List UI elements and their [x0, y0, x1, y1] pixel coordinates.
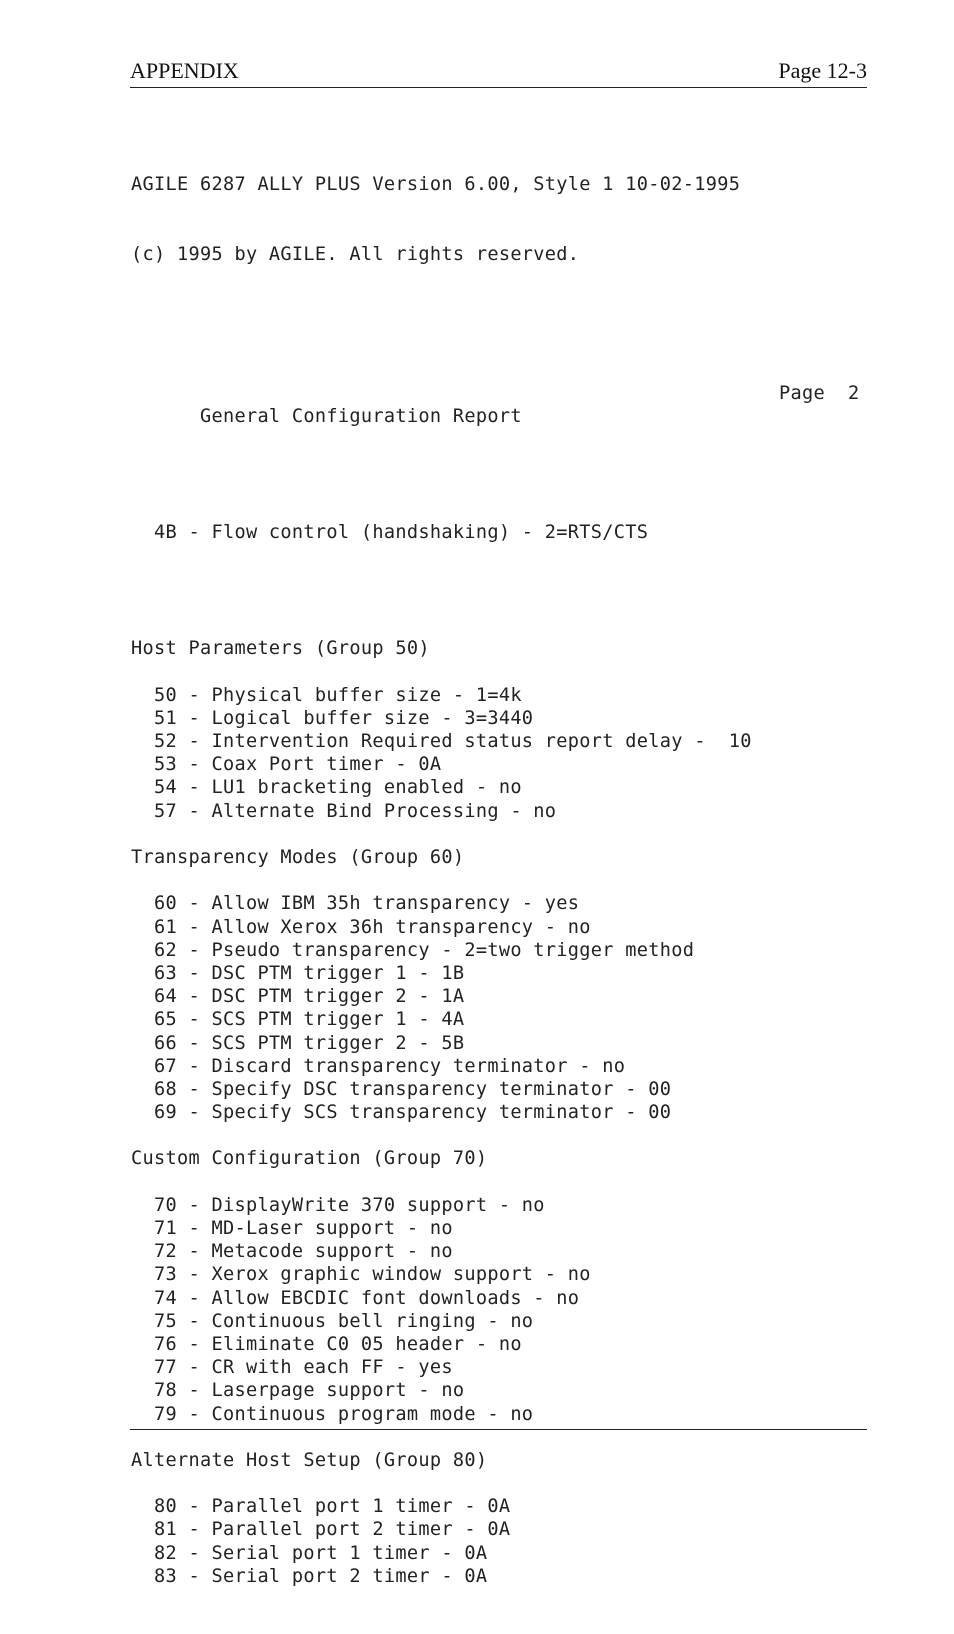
group-heading: Custom Configuration (Group 70) — [131, 1148, 488, 1170]
config-item: 76 - Eliminate C0 05 header - no — [131, 1333, 522, 1355]
blank-line — [131, 823, 871, 846]
report-name-row — [131, 382, 871, 428]
blank-line — [131, 1171, 871, 1194]
config-item: 50 - Physical buffer size - 1=4k — [131, 684, 522, 706]
footer-rule — [130, 1429, 867, 1430]
report-copyright-line: (c) 1995 by AGILE. All rights reserved. — [131, 244, 580, 265]
config-item: 68 - Specify DSC transparency terminator - 00 — [131, 1078, 672, 1100]
config-item: 61 - Allow Xerox 36h transparency - no — [131, 916, 591, 938]
config-item: 80 - Parallel port 1 timer - 0A — [131, 1496, 511, 1518]
config-item: 63 - DSC PTM trigger 1 - 1B — [131, 962, 465, 984]
config-item: 75 - Continuous bell ringing - no — [131, 1310, 534, 1332]
page-number: Page 12-3 — [778, 58, 867, 83]
config-item: 81 - Parallel port 2 timer - 0A — [131, 1519, 511, 1541]
report-groups — [131, 614, 871, 1588]
config-item: 73 - Xerox graphic window support - no — [131, 1264, 591, 1286]
config-item: 79 - Continuous program mode - no — [131, 1403, 534, 1425]
config-item: 66 - SCS PTM trigger 2 - 5B — [131, 1032, 465, 1054]
config-item: 51 - Logical buffer size - 3=3440 — [131, 707, 534, 729]
config-item: 78 - Laserpage support - no — [131, 1380, 465, 1402]
config-item: 52 - Intervention Required status report delay - 10 — [131, 731, 752, 753]
blank-line — [131, 869, 871, 892]
config-item: 57 - Alternate Bind Processing - no — [131, 800, 557, 822]
blank-line — [131, 614, 871, 637]
blank-line — [131, 1472, 871, 1495]
config-item: 53 - Coax Port timer - 0A — [131, 754, 442, 776]
config-item: 69 - Specify SCS transparency terminator - 00 — [131, 1102, 672, 1124]
config-item: 74 - Allow EBCDIC font downloads - no — [131, 1287, 580, 1309]
blank-line — [131, 661, 871, 684]
config-item: 67 - Discard transparency terminator - no — [131, 1055, 626, 1077]
config-item: 77 - CR with each FF - yes — [131, 1357, 453, 1379]
config-item: 83 - Serial port 2 timer - 0A — [131, 1565, 488, 1587]
configuration-report — [131, 127, 871, 1634]
report-title-line: AGILE 6287 ALLY PLUS Version 6.00, Style 1 10-02-1995 — [131, 174, 741, 196]
section-title: APPENDIX — [130, 58, 239, 83]
blank-line — [131, 1124, 871, 1147]
config-item: 65 - SCS PTM trigger 1 - 4A — [131, 1009, 465, 1031]
report-name: General Configuration Report — [199, 406, 522, 428]
config-item: 70 - DisplayWrite 370 support - no — [131, 1194, 545, 1216]
group-heading: Host Parameters (Group 50) — [131, 638, 430, 660]
page-header — [130, 57, 867, 88]
config-item: 62 - Pseudo transparency - 2=two trigger method — [131, 939, 695, 961]
config-item: 71 - MD-Laser support - no — [131, 1218, 453, 1240]
config-item: 60 - Allow IBM 35h transparency - yes — [131, 893, 580, 915]
flow-control-line: 4B - Flow control (handshaking) - 2=RTS/CTS — [131, 522, 649, 544]
blank-line — [131, 313, 871, 336]
config-item: 64 - DSC PTM trigger 2 - 1A — [131, 986, 465, 1008]
config-item: 72 - Metacode support - no — [131, 1241, 453, 1263]
config-item: 82 - Serial port 1 timer - 0A — [131, 1542, 488, 1564]
config-item: 54 - LU1 bracketing enabled - no — [131, 777, 522, 799]
blank-line — [131, 452, 871, 475]
group-heading: Alternate Host Setup (Group 80) — [131, 1449, 488, 1471]
group-heading: Transparency Modes (Group 60) — [131, 847, 465, 869]
report-page: Page 2 — [779, 383, 860, 405]
